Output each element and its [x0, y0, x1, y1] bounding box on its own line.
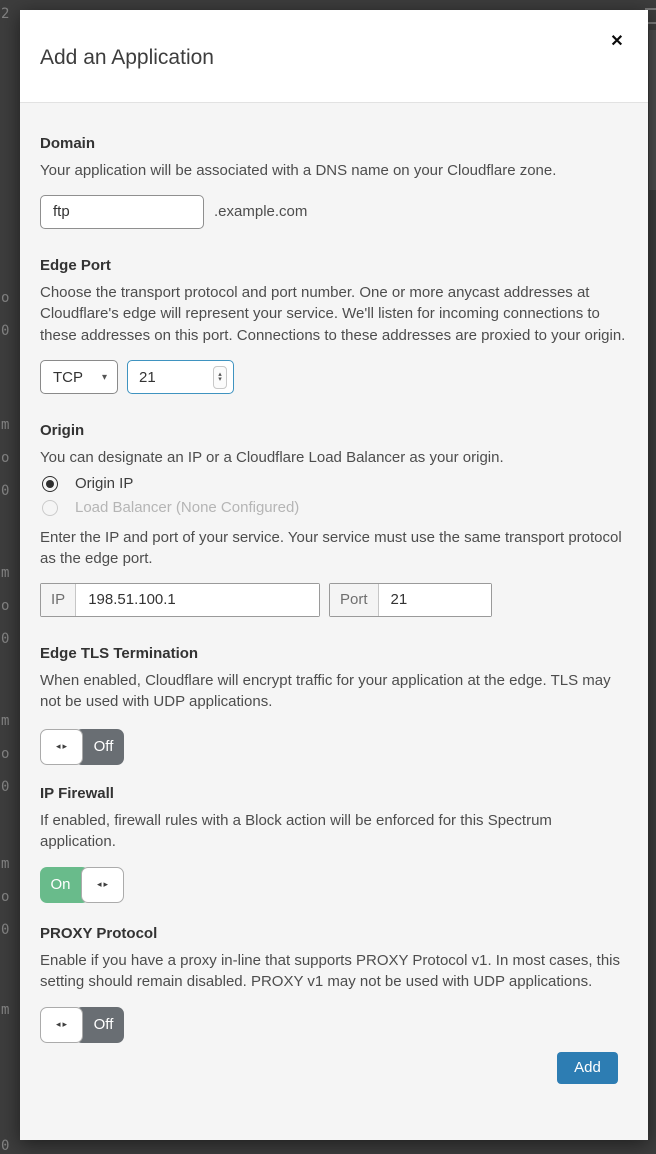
- proxy-protocol-toggle[interactable]: [40, 1007, 124, 1043]
- origin-ip-input[interactable]: [76, 584, 319, 616]
- close-icon[interactable]: ✕: [610, 33, 624, 50]
- background-glyph: m: [1, 1002, 10, 1018]
- background-glyph: o: [1, 290, 10, 306]
- radio-icon: [42, 476, 58, 492]
- add-button[interactable]: Add: [557, 1052, 618, 1084]
- ip-prefix-label: IP: [41, 584, 76, 616]
- modal-footer: [40, 1052, 618, 1084]
- protocol-select[interactable]: [40, 360, 118, 394]
- domain-description: Your application will be associated with a DNS name on your Cloudflare zone.: [40, 162, 557, 179]
- radio-origin-ip[interactable]: [40, 472, 628, 496]
- background-glyph: 2: [1, 6, 10, 22]
- edge-tls-toggle[interactable]: [40, 729, 124, 765]
- background-glyph: 0: [1, 779, 10, 795]
- section-edge-port: [40, 257, 628, 395]
- origin-description: You can designate an IP or a Cloudflare Load Balancer as your origin.: [40, 449, 504, 466]
- domain-row: [40, 195, 628, 229]
- protocol-select-value: TCP: [53, 368, 83, 386]
- section-proxy-protocol: [40, 925, 628, 1043]
- background-glyph: o: [1, 450, 10, 466]
- background-glyph: m: [1, 713, 10, 729]
- background-glyph: 0: [1, 922, 10, 938]
- background-fragment: [649, 30, 656, 190]
- toggle-knob: [40, 729, 83, 765]
- origin-port-input[interactable]: [379, 584, 491, 616]
- proxy-protocol-heading: PROXY Protocol: [40, 924, 158, 942]
- toggle-state-label: Off: [75, 1007, 124, 1043]
- toggle-knob: [81, 867, 124, 903]
- ip-firewall-heading: IP Firewall: [40, 784, 114, 802]
- radio-label: Origin IP: [75, 475, 134, 492]
- edge-port-input[interactable]: [139, 369, 199, 386]
- zone-suffix: .example.com: [214, 203, 308, 220]
- ip-firewall-toggle[interactable]: [40, 867, 124, 903]
- origin-radio-group: [40, 472, 628, 520]
- chevron-down-icon: ▾: [101, 371, 107, 383]
- add-application-modal: [20, 10, 648, 1140]
- background-glyph: m: [1, 417, 10, 433]
- origin-port-group: [329, 583, 492, 617]
- edge-port-input-wrap: [127, 360, 234, 394]
- edge-port-heading: Edge Port: [40, 256, 111, 274]
- ip-firewall-description: If enabled, firewall rules with a Block action will be enforced for this Spectrum application.: [40, 811, 552, 850]
- toggle-handle-icon: ◂▸: [55, 741, 70, 751]
- background-glyph: o: [1, 746, 10, 762]
- background-glyph: m: [1, 565, 10, 581]
- radio-label: Load Balancer (None Configured): [75, 499, 300, 516]
- modal-body: [20, 103, 648, 1084]
- background-glyph: o: [1, 598, 10, 614]
- edge-port-row: [40, 360, 628, 394]
- section-edge-tls: [40, 645, 628, 765]
- edge-tls-description: When enabled, Cloudflare will encrypt traffic for your application at the edge. TLS may not be used with UDP applications.: [40, 671, 611, 710]
- origin-inputs-row: [40, 583, 628, 617]
- toggle-state-label: On: [40, 867, 89, 903]
- toggle-knob: [40, 1007, 83, 1043]
- modal-title: Add an Application: [40, 46, 214, 69]
- origin-note: Enter the IP and port of your service. Your service must use the same transport protocol as the edge port.: [40, 528, 622, 567]
- section-domain: [40, 135, 628, 229]
- background-glyph: o: [1, 889, 10, 905]
- background-glyph: 0: [1, 631, 10, 647]
- edge-port-description: Choose the transport protocol and port number. One or more anycast addresses at Cloudflare's edge will represent your service. We'll listen for incoming connections to these addresses on this port. Connections to these addresses are proxied to your origin.: [40, 283, 626, 344]
- proxy-protocol-description: Enable if you have a proxy in-line that supports PROXY Protocol v1. In most cases, this setting should remain disabled. PROXY v1 may not be used with UDP applications.: [40, 951, 621, 990]
- stepper-up-icon: ▴: [218, 371, 222, 378]
- domain-heading: Domain: [40, 135, 96, 152]
- port-prefix-label: Port: [330, 584, 379, 616]
- section-origin: [40, 422, 628, 617]
- stepper-down-icon: ▾: [218, 376, 222, 383]
- toggle-state-label: Off: [75, 729, 124, 765]
- background-glyph: 0: [1, 1138, 10, 1154]
- origin-heading: Origin: [40, 422, 85, 439]
- toggle-handle-icon: ◂▸: [55, 1019, 70, 1029]
- background-glyph: 0: [1, 323, 10, 339]
- modal-header: [20, 10, 648, 103]
- background-glyph: m: [1, 856, 10, 872]
- stepper-icon[interactable]: [213, 366, 227, 389]
- radio-icon: [42, 500, 58, 516]
- origin-ip-group: [40, 583, 320, 617]
- toggle-handle-icon: ◂▸: [96, 879, 111, 889]
- subdomain-input[interactable]: [40, 195, 204, 229]
- background-glyph: 0: [1, 483, 10, 499]
- radio-load-balancer[interactable]: [40, 496, 628, 520]
- section-ip-firewall: [40, 785, 628, 903]
- edge-tls-heading: Edge TLS Termination: [40, 644, 199, 662]
